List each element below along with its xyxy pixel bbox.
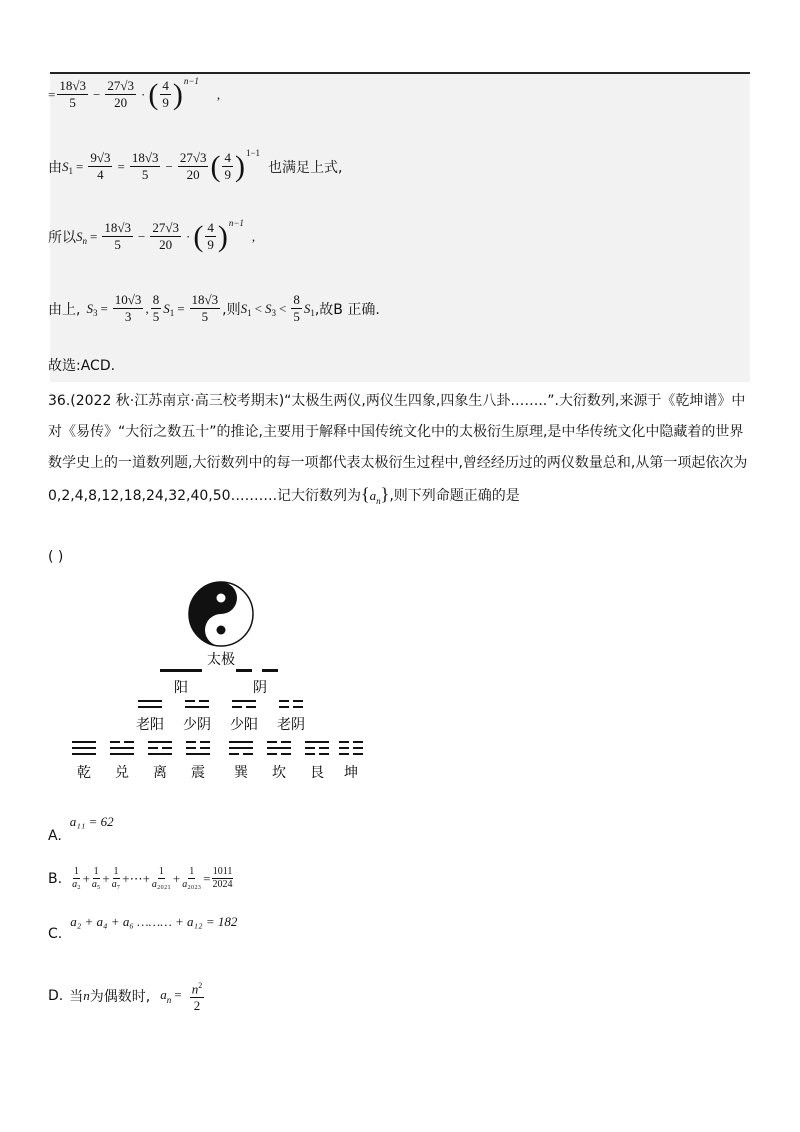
label-taiji: 太极 bbox=[207, 652, 235, 668]
trigram-line bbox=[305, 747, 315, 749]
trigram-line bbox=[305, 753, 315, 755]
answer-blank: ( ) bbox=[48, 549, 64, 565]
question-text-2: ,则下列命题正确的是 bbox=[389, 488, 520, 504]
trigram-line bbox=[186, 747, 196, 749]
trigram-line bbox=[148, 753, 172, 755]
taiji-diagram bbox=[60, 578, 380, 788]
question-number: 36. bbox=[48, 393, 71, 409]
trigram-line bbox=[72, 741, 96, 743]
question-text-1: “太极生两仪,两仪生四象,四象生八卦……..”.大衍数列,来源于《乾坤谱》中对《易传》“大衍之数五十”的推论,主要用于解释中国传统文化中的太极衍生原理,是中华传统文化中隐藏着的世界数学史上的一道数列题,大衍数列中的每一项都代表太极衍生过程中,曾经经历过的两仪数量总和,从第一项起依次为0,2,4,8,12,18,24,32,40,50……….记大衍数列为 bbox=[48, 393, 748, 504]
label-xun: 巽 bbox=[234, 765, 248, 781]
label-yang: 阳 bbox=[174, 680, 188, 696]
label-dui: 兑 bbox=[115, 765, 129, 781]
trigram-line bbox=[353, 747, 363, 749]
trigram-line bbox=[186, 741, 196, 743]
label-kan: 坎 bbox=[272, 765, 286, 781]
trigram-line bbox=[229, 747, 253, 749]
label-laoyang: 老阳 bbox=[136, 717, 164, 733]
trigram-line bbox=[229, 753, 239, 755]
label-li: 离 bbox=[153, 765, 167, 781]
trigram-line bbox=[267, 753, 277, 755]
trigram-line bbox=[339, 741, 349, 743]
label-laoyin: 老阴 bbox=[277, 717, 305, 733]
option-d: D. 当 n 为偶数时, $a_n$ = $\frac{n^2}{2}$ bbox=[48, 978, 206, 1014]
trigram-line bbox=[110, 753, 134, 755]
trigram-line bbox=[200, 741, 210, 743]
solution-line-3: 所以 S n = $\frac{18√3}{5}$ − $\frac{27√3}{20}$ · ( $\frac{4}{9}$ ) n−1 , bbox=[48, 217, 256, 253]
trigram-line bbox=[72, 753, 96, 755]
label-gen: 艮 bbox=[310, 765, 324, 781]
label-yin: 阴 bbox=[253, 680, 267, 696]
question-36: 36.(2022 秋·江苏南京·高三校考期末)“太极生两仪,两仪生四象,四象生八卦……..”.大衍数列,来源于《乾坤谱》中对《易传》“大衍之数五十”的推论,主要用于解释中国传统文化中的太极衍生原理,是中华传统文化中隐藏着的世界数学史上的一道数列题,大衍数列中的每一项都代表太极衍生过程中,曾经经历过的两仪数量总和,从第一项起依次为0,2,4,8,12,18,24,32,40,50……….记大衍数列为$\{a_n\}$,则下列命题正确的是 bbox=[48, 393, 748, 506]
trigram-line bbox=[148, 747, 158, 749]
trigram-line bbox=[229, 741, 253, 743]
trigram-line bbox=[305, 741, 329, 743]
trigram-line bbox=[148, 741, 172, 743]
trigram-line bbox=[339, 747, 349, 749]
trigram-line bbox=[162, 747, 172, 749]
option-c: C. a₂ + a₄ + a₆ ……… + a₁₂ = 182 bbox=[48, 914, 238, 942]
trigram-line bbox=[339, 753, 349, 755]
solution-line-2: 由 S 1 = $\frac{9√3}{4}$ = $\frac{18√3}{5}$ − $\frac{27√3}{20}$ ( $\frac{4}{9}$ ) 1−1 也满足上式, bbox=[48, 147, 343, 183]
question-source: (2022 秋·江苏南京·高三校考期末) bbox=[70, 393, 285, 409]
label-shaoyang: 少阳 bbox=[230, 717, 258, 733]
trigram-line bbox=[110, 747, 134, 749]
option-a: A. a₁₁ = 62 bbox=[48, 814, 114, 844]
trigram-line bbox=[319, 753, 329, 755]
option-b: B. 1 a₂ + 1 a₅ + 1 a₇ +⋯+ 1 a₂₀₂₁ + 1 a₂₀₂₃ = 1011 2024 bbox=[48, 866, 233, 890]
trigram-line bbox=[319, 747, 329, 749]
label-qian: 乾 bbox=[77, 765, 91, 781]
trigram-line bbox=[200, 747, 210, 749]
solution-line-1: = $\frac{18√3}{5}$ − $\frac{27√3}{20}$ · ( $\frac{4}{9}$ ) n−1 , bbox=[48, 75, 221, 111]
trigram-line bbox=[72, 747, 96, 749]
trigram-line bbox=[243, 753, 253, 755]
taiji-symbol-icon bbox=[189, 582, 253, 646]
label-kun: 坤 bbox=[344, 765, 358, 781]
trigram-line bbox=[353, 741, 363, 743]
solution-line-4: 由上, S 3 = $\frac{10√3}{3}$ , $\frac{8}{5}$ S 1 = $\frac{18√3}{5}$ ,则 S 1 < S 3 < $\frac{8}{5}$ S 1 ,故B 正确. bbox=[48, 292, 380, 324]
trigram-line bbox=[353, 753, 363, 755]
answer-line: 故选:ACD. bbox=[48, 358, 116, 374]
trigram-line bbox=[124, 741, 134, 743]
trigram-line bbox=[281, 741, 291, 743]
trigram-line bbox=[281, 753, 291, 755]
trigram-line bbox=[267, 747, 291, 749]
trigram-line bbox=[186, 753, 210, 755]
label-shaoyin: 少阴 bbox=[183, 717, 211, 733]
trigram-line bbox=[267, 741, 277, 743]
trigram-line bbox=[110, 741, 120, 743]
label-zhen: 震 bbox=[191, 765, 205, 781]
